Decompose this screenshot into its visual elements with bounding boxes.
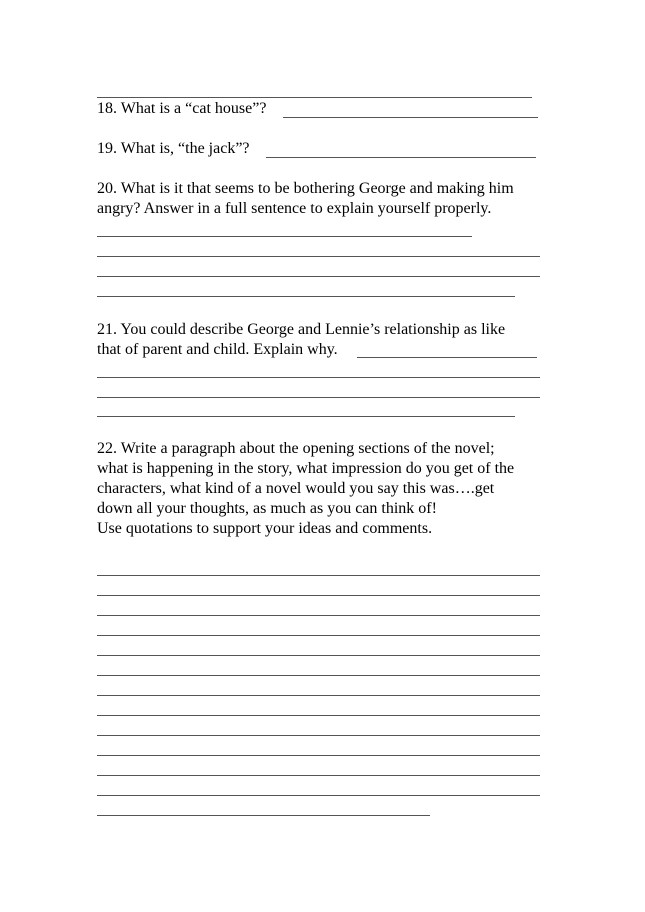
answer-line-q22[interactable] [97, 815, 430, 816]
answer-line-q20[interactable] [97, 296, 515, 297]
question-22-line-1: 22. Write a paragraph about the opening sections of the novel; [97, 440, 495, 457]
answer-line-q22[interactable] [97, 615, 540, 616]
question-22-line-5: Use quotations to support your ideas and comments. [97, 520, 433, 537]
answer-line-q18[interactable] [283, 117, 538, 118]
question-22-line-3: characters, what kind of a novel would you say this was….get [97, 480, 495, 497]
question-20-line-2: angry? Answer in a full sentence to explain yourself properly. [97, 200, 492, 217]
question-22-line-2: what is happening in the story, what impression do you get of the [97, 460, 515, 477]
answer-line-q22[interactable] [97, 675, 540, 676]
question-21-line-2: that of parent and child. Explain why. [97, 341, 338, 358]
answer-line-q22[interactable] [97, 575, 540, 576]
question-19: 19. What is, “the jack”? [97, 140, 250, 157]
answer-line-q20[interactable] [97, 276, 540, 277]
answer-line-q20[interactable] [97, 236, 472, 237]
answer-line-q22[interactable] [97, 655, 540, 656]
question-20-line-1: 20. What is it that seems to be bothering George and making him [97, 180, 514, 197]
answer-line-q22[interactable] [97, 695, 540, 696]
answer-line-q22[interactable] [97, 595, 540, 596]
answer-line-q19[interactable] [266, 157, 536, 158]
answer-line-q22[interactable] [97, 795, 540, 796]
answer-line-q20[interactable] [97, 256, 540, 257]
answer-line-q21[interactable] [97, 377, 540, 378]
answer-line[interactable] [97, 97, 532, 98]
answer-line-q21[interactable] [97, 416, 515, 417]
answer-line-q22[interactable] [97, 715, 540, 716]
question-18: 18. What is a “cat house”? [97, 100, 267, 117]
answer-line-q22[interactable] [97, 735, 540, 736]
question-22-line-4: down all your thoughts, as much as you can think of! [97, 500, 437, 517]
answer-line-q21[interactable] [357, 357, 537, 358]
answer-line-q22[interactable] [97, 775, 540, 776]
answer-line-q21[interactable] [97, 397, 540, 398]
question-21-line-1: 21. You could describe George and Lennie’s relationship as like [97, 321, 506, 338]
answer-line-q22[interactable] [97, 635, 540, 636]
answer-line-q22[interactable] [97, 755, 540, 756]
